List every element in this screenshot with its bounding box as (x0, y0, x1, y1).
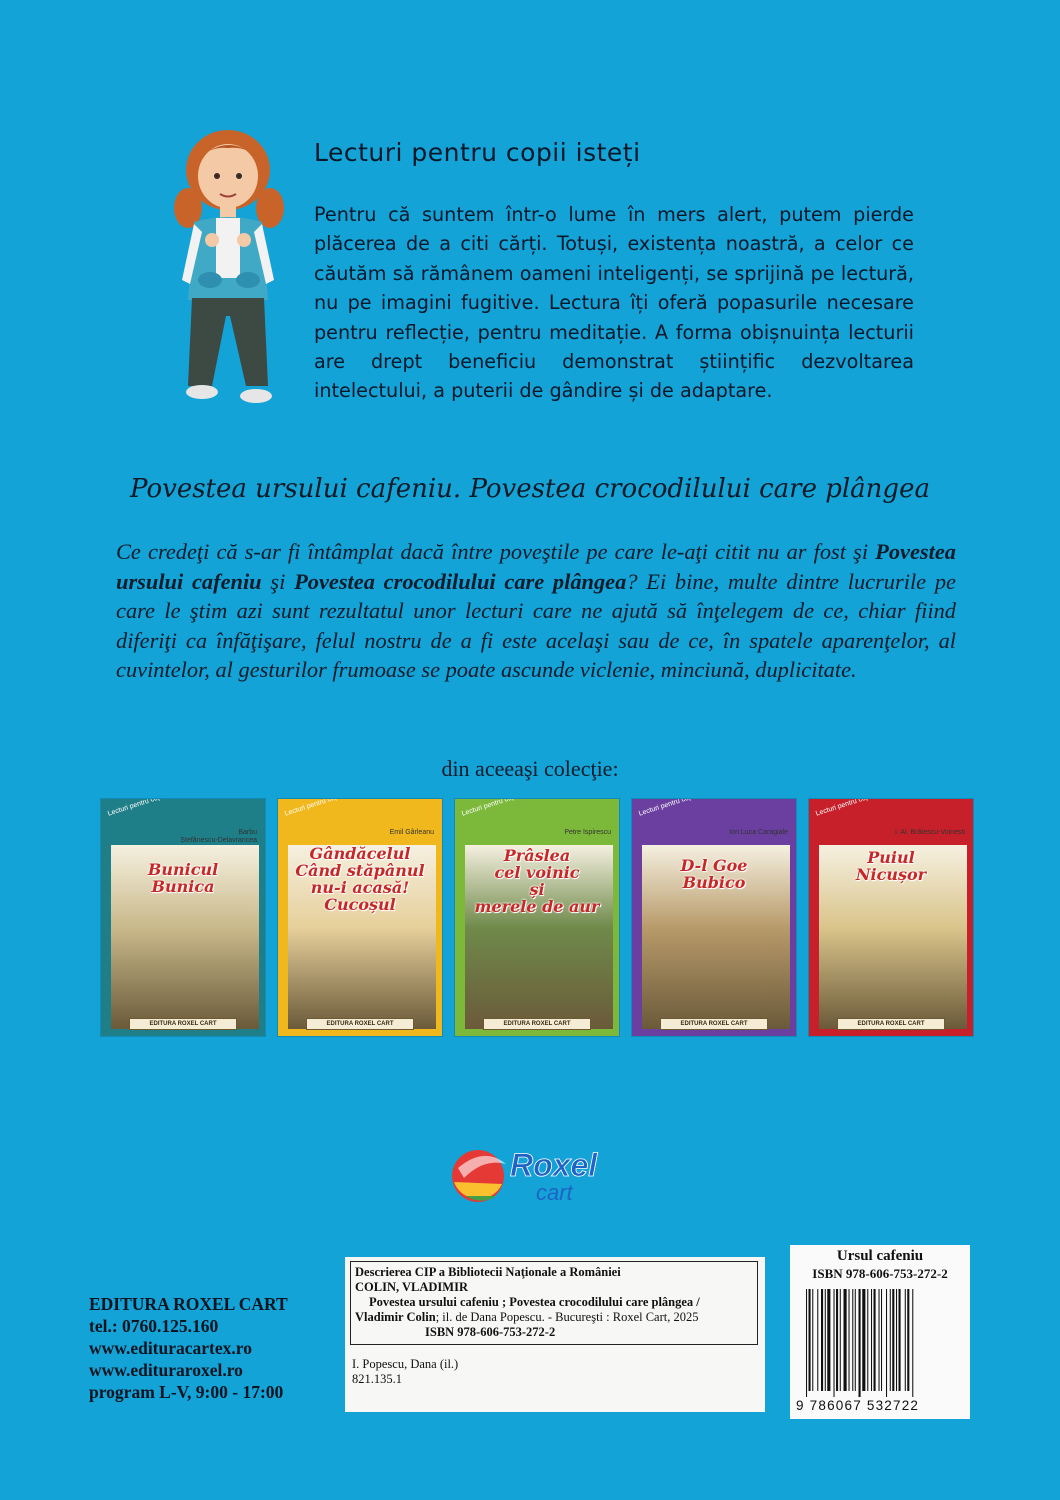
book-cover[interactable] (455, 799, 619, 1036)
cip-author: COLIN, VLADIMIR (355, 1280, 468, 1294)
barcode-bar (892, 1289, 894, 1391)
cover-author: Petre Ispirescu (564, 829, 611, 836)
book-cover[interactable] (632, 799, 796, 1036)
cip-description (345, 1257, 765, 1412)
book-cover[interactable] (809, 799, 973, 1036)
isbn-box-title: Ursul cafeniu (836, 1248, 924, 1264)
publisher-website-1: www.edituracartex.ro (89, 1338, 252, 1358)
barcode-bar (827, 1289, 830, 1391)
barcode-bar (879, 1289, 880, 1391)
barcode-bar (817, 1289, 818, 1391)
barcode-bar (912, 1289, 913, 1397)
barcode-bar (821, 1289, 823, 1391)
cover-publisher: EDITURA ROXEL CART (483, 1018, 591, 1030)
publisher-hours: program L-V, 9:00 - 17:00 (89, 1382, 284, 1402)
cip-author-name: Vladimir Colin (355, 1310, 436, 1324)
cover-publisher: EDITURA ROXEL CART (306, 1018, 414, 1030)
barcode-bar (836, 1289, 838, 1391)
book-cover[interactable] (278, 799, 442, 1036)
cover-publisher: EDITURA ROXEL CART (660, 1018, 768, 1030)
cover-publisher: EDITURA ROXEL CART (129, 1018, 237, 1030)
logo-text-roxel: Roxel (510, 1147, 598, 1183)
barcode-bar (890, 1289, 891, 1391)
cip-heading: Descrierea CIP a Bibliotecii Naţionale a României (355, 1265, 621, 1279)
barcode-bar (881, 1289, 882, 1391)
book-cover[interactable] (101, 799, 265, 1036)
barcode-bar (907, 1289, 909, 1391)
barcode-bar (862, 1289, 865, 1391)
cip-box (350, 1261, 758, 1345)
same-collection-label: din aceeaşi colecţie: (441, 756, 619, 781)
desc-bold-title-1: Povestea ursului cafeniu (116, 539, 956, 594)
barcode-bar (825, 1289, 826, 1391)
publisher-name: EDITURA ROXEL CART (89, 1294, 288, 1314)
barcode-bar (905, 1289, 906, 1391)
cover-author: Barbu Ștefănescu-Delavrancea (180, 829, 257, 844)
cover-title: Puiul Nicușor (855, 848, 927, 884)
cip-classification: 821.135.1 (352, 1372, 402, 1386)
cip-illustrator: I. Popescu, Dana (il.) (352, 1357, 459, 1371)
desc-text-1: Ce credeţi că s-ar fi întâmplat dacă între poveştile pe care le-aţi citit nu ar fost şi (116, 539, 876, 564)
logo-text-cart: cart (536, 1180, 573, 1205)
cover-title: Prâslea cel voinic și merele de aur (474, 846, 600, 916)
barcode-bar (859, 1289, 861, 1397)
barcode-bar (874, 1289, 876, 1391)
cover-publisher: EDITURA ROXEL CART (837, 1018, 945, 1030)
barcode-bar (844, 1289, 847, 1391)
cover-author: Ion Luca Caragiale (729, 829, 788, 836)
barcode-bar (852, 1289, 853, 1391)
cover-author: I. Al. Brătescu-Voinești (894, 829, 965, 836)
desc-bold-title-2: Povestea crocodilului care plângea (294, 568, 627, 594)
cip-publication: ; il. de Dana Popescu. - Bucureşti : Roxel Cart, 2025 (435, 1310, 699, 1324)
isbn-box (790, 1245, 970, 1419)
roxel-cart-logo (444, 1138, 624, 1208)
girl-illustration (168, 120, 288, 410)
barcode-bar (871, 1289, 872, 1391)
barcode-bar (886, 1289, 887, 1397)
cip-isbn: ISBN 978-606-753-272-2 (425, 1325, 556, 1339)
collection-covers (101, 799, 981, 1036)
barcode-bar (834, 1289, 835, 1397)
cover-title: Bunicul Bunica (147, 860, 219, 896)
publisher-contact (89, 1293, 288, 1403)
cip-title: Povestea ursului cafeniu ; Povestea crocodilului care plângea / (369, 1295, 700, 1309)
barcode-bar (867, 1289, 868, 1391)
intro-paragraph: Pentru că suntem într-o lume în mers alert, putem pierde plăcerea de a citi cărți. Totuși, existența noastră, a celor ce căutăm să rămânem oameni inteligenți, se sprijină pe lectură, nu pe imagini fugitive. Lectura îți oferă popasurile necesare pentru reflecție, pentru meditație. A forma obișnuința lecturii are drept beneficiu demonstrat științific dezvoltarea intelectului, a puterii de gândire și de adaptare. (314, 203, 914, 403)
barcode-icon (804, 1289, 956, 1399)
desc-text-2: şi (261, 568, 295, 594)
barcode-bar (849, 1289, 850, 1391)
book-description (116, 537, 956, 685)
barcode-bar (806, 1289, 807, 1397)
publisher-website-2: www.edituraroxel.ro (89, 1360, 243, 1380)
book-title: Povestea ursului cafeniu. Povestea crocodilului care plângea (130, 474, 930, 504)
cover-author: Emil Gârleanu (389, 829, 434, 836)
cover-title: Gândăcelul Când stăpânul nu-i acasă! Cucoșul (295, 844, 425, 914)
barcode-bar (855, 1289, 856, 1391)
barcode-digits: 9 786067 532722 (796, 1398, 920, 1413)
barcode-bar (899, 1289, 901, 1391)
barcode-bar (812, 1289, 813, 1391)
barcode-bar (840, 1289, 841, 1391)
barcode-bar (809, 1289, 811, 1391)
series-title: Lecturi pentru copii isteți (314, 138, 641, 167)
desc-text-3: ? Ei bine, multe dintre lucrurile pe care le ştim azi sunt rezultatul unor lecturi care ne ajută să înţelegem de ce, chiar fiind diferiţi ca înfăţişare, felul nostru de a fi este acelaşi sau de ce, în spatele aparenţelor, al cuvintelor, al gesturilor frumoase se poate ascunde viclenie, minciună, duplicitate. (116, 568, 956, 683)
publisher-phone: tel.: 0760.125.160 (89, 1316, 219, 1336)
barcode-bar (896, 1289, 897, 1391)
cover-title: D-l Goe Bubico (680, 856, 748, 892)
isbn-box-isbn: ISBN 978-606-753-272-2 (812, 1266, 948, 1281)
